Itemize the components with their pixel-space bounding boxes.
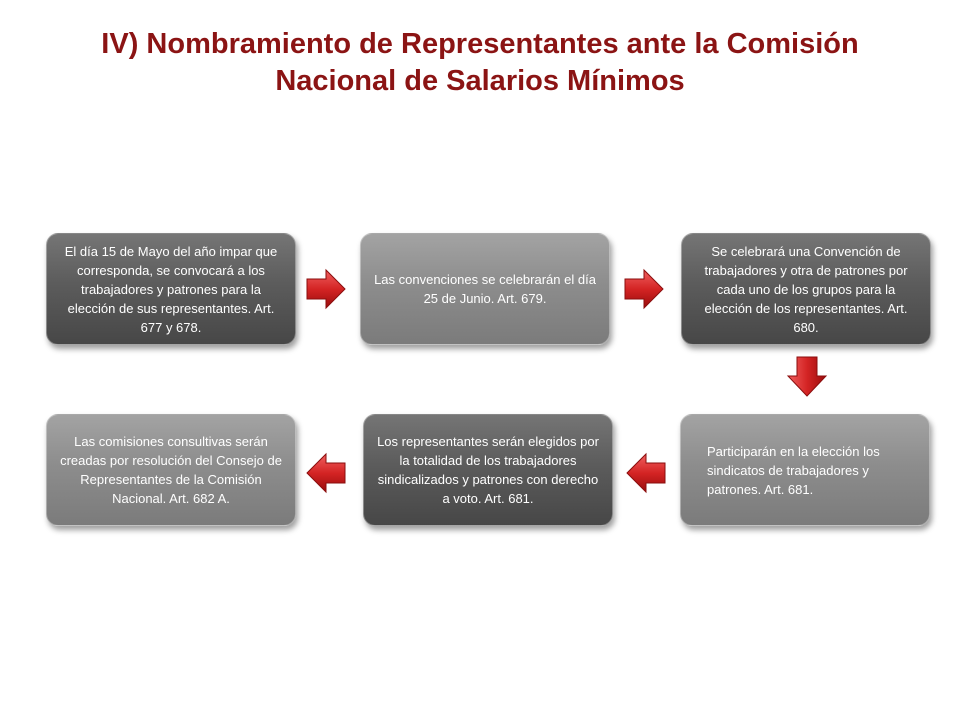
- step-1-box: [46, 233, 296, 345]
- step-4-text: Participarán en la elección los sindicatos de trabajadores y patrones. Art. 681.: [707, 443, 880, 497]
- step-4-box: [680, 414, 930, 526]
- step-2-box: [360, 233, 610, 345]
- step-3-text: Se celebrará una Convención de trabajadores y otra de patrones por cada uno de los grupos para la elección de los representantes. Art. 680.: [704, 243, 908, 335]
- step-6-box: [46, 414, 296, 526]
- step-6-text: Las comisiones consultivas serán creadas por resolución del Consejo de Representantes de la Comisión Nacional. Art. 682 A.: [60, 434, 282, 506]
- title-line-2: Nacional de Salarios Mínimos: [275, 65, 685, 97]
- step-3-box: [681, 233, 931, 345]
- title-line-1: IV) Nombramiento de Representantes ante la Comisión: [101, 28, 859, 60]
- arrow-right-icon: [306, 268, 346, 310]
- step-1-text: El día 15 de Mayo del año impar que corresponda, se convocará a los trabajadores y patrones para la elección de sus representantes. Art. 677 y 678.: [64, 243, 278, 335]
- arrow-left-icon: [306, 452, 346, 494]
- arrow-right-icon: [624, 268, 664, 310]
- step-2-text: Las convenciones se celebrarán el día 25 de Junio. Art. 679.: [374, 272, 596, 306]
- arrow-down-icon: [786, 356, 828, 398]
- page-title: [0, 26, 960, 100]
- step-5-box: [363, 414, 613, 526]
- step-5-text: Los representantes serán elegidos por la totalidad de los trabajadores sindicalizados y patrones con derecho a voto. Art. 681.: [377, 434, 599, 506]
- arrow-left-icon: [626, 452, 666, 494]
